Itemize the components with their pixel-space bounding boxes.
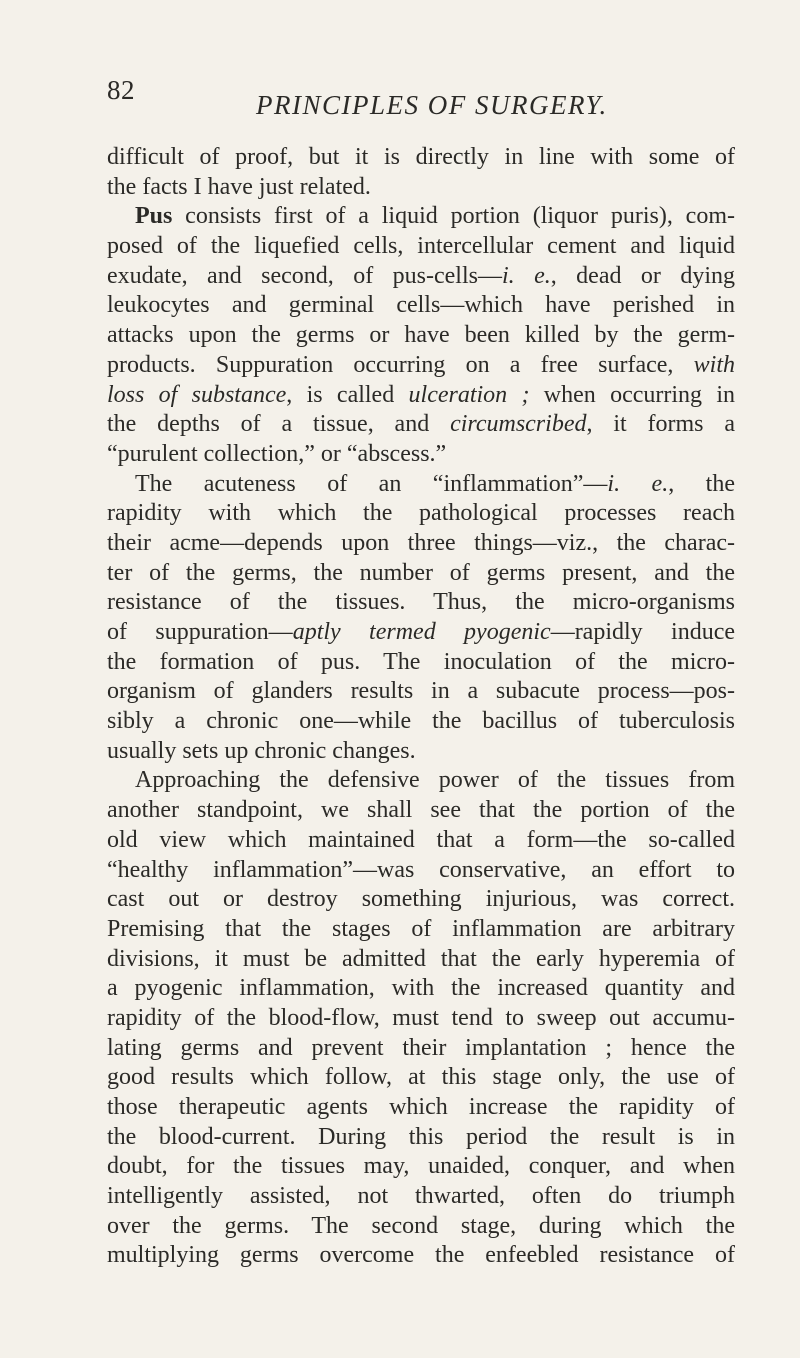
body-text: [107, 143, 735, 1271]
text-run: resistance of the tissues. Thus, the micro-organisms: [107, 589, 735, 616]
text-run: lating germs and prevent their implantation ; hence the: [107, 1034, 735, 1061]
text-run: doubt, for the tissues may, unaided, conquer, and when: [107, 1153, 735, 1180]
text-line: [107, 1093, 735, 1123]
text-line: [107, 766, 735, 796]
text-line: [107, 1004, 735, 1034]
text-line: [107, 856, 735, 886]
text-run: , it forms a: [586, 411, 736, 438]
text-line: [107, 588, 735, 618]
text-line: [107, 618, 735, 648]
text-run: a pyogenic inflammation, with the increased quantity and: [107, 975, 735, 1002]
text-run: cast out or destroy something injurious, was correct.: [107, 886, 735, 913]
text-run: The acuteness of an “inflammation”—: [135, 470, 608, 497]
text-line: [107, 1123, 735, 1153]
text-line: [107, 173, 735, 203]
text-run: the blood-current. During this period the result is in: [107, 1123, 735, 1150]
text-line: [107, 707, 735, 737]
text-run: over the germs. The second stage, during which the: [107, 1212, 735, 1239]
text-run: , the: [668, 470, 735, 497]
text-run: “purulent collection,” or “abscess.”: [107, 440, 447, 467]
text-run: the facts I have just related.: [107, 173, 371, 200]
page-number: 82: [107, 75, 135, 105]
text-run: rapidity of the blood-flow, must tend to sweep out accumu-: [107, 1004, 735, 1031]
italic-text: loss of substance: [107, 381, 287, 408]
text-run: sibly a chronic one—while the bacillus of tuberculosis: [107, 708, 735, 735]
text-line: [107, 796, 735, 826]
text-line: [107, 410, 735, 440]
italic-text: with: [693, 351, 735, 378]
text-run: of suppuration—: [107, 619, 293, 645]
text-run: when occurring in: [529, 381, 736, 408]
bold-term: Pus: [135, 203, 173, 230]
text-run: organism of glanders results in a subacute process—pos-: [107, 678, 735, 705]
text-line: [107, 262, 735, 292]
text-line: [107, 1063, 735, 1093]
text-line: [107, 202, 735, 232]
text-line: [107, 143, 735, 173]
text-run: Premising that the stages of inflammation are arbitrary: [107, 915, 735, 942]
italic-text: ulceration ;: [408, 381, 530, 408]
text-run: another standpoint, we shall see that the portion of the: [107, 797, 735, 824]
text-run: “healthy inflammation”—was conservative, an effort to: [107, 856, 735, 883]
text-line: [107, 1152, 735, 1182]
text-line: [107, 470, 735, 500]
text-run: the formation of pus. The inoculation of the micro-: [107, 648, 735, 675]
text-line: [107, 499, 735, 529]
text-line: [107, 321, 735, 351]
text-run: posed of the liquefied cells, intercellular cement and liquid: [107, 233, 735, 260]
italic-text: i. e.: [607, 470, 669, 497]
text-line: [107, 1182, 735, 1212]
text-run: attacks upon the germs or have been killed by the germ-: [107, 322, 735, 349]
running-title: PRINCIPLES OF SURGERY.: [256, 90, 608, 120]
text-run: exudate, and second, of pus-cells—: [107, 262, 502, 289]
text-run: their acme—depends upon three things—viz., the charac-: [107, 529, 735, 556]
text-run: the depths of a tissue, and: [107, 411, 451, 438]
text-line: [107, 737, 735, 767]
text-line: [107, 1212, 735, 1242]
text-line: [107, 381, 735, 411]
italic-text: aptly termed pyogenic: [292, 619, 551, 645]
text-run: intelligently assisted, not thwarted, often do triumph: [107, 1183, 735, 1210]
text-run: , dead or dying: [550, 262, 735, 289]
italic-text: i. e.: [501, 262, 551, 289]
text-run: products. Suppuration occurring on a free surface,: [107, 351, 694, 378]
text-line: [107, 440, 735, 470]
text-line: [107, 351, 735, 381]
text-line: [107, 648, 735, 678]
text-line: [107, 945, 735, 975]
text-run: consists first of a liquid portion (liquor puris), com-: [172, 203, 735, 230]
text-run: good results which follow, at this stage only, the use of: [107, 1064, 735, 1091]
text-run: usually sets up chronic changes.: [107, 737, 416, 764]
text-line: [107, 1034, 735, 1064]
text-run: multiplying germs overcome the enfeebled resistance of: [107, 1242, 735, 1269]
text-run: —rapidly induce: [550, 619, 736, 645]
text-run: difficult of proof, but it is directly in line with some of: [107, 144, 735, 170]
text-run: , is called: [286, 381, 409, 408]
text-line: [107, 291, 735, 321]
text-line: [107, 232, 735, 262]
text-run: divisions, it must be admitted that the early hyperemia of: [107, 945, 735, 972]
text-line: [107, 915, 735, 945]
text-line: [107, 529, 735, 559]
text-line: [107, 677, 735, 707]
text-line: [107, 974, 735, 1004]
text-line: [107, 559, 735, 589]
text-run: old view which maintained that a form—the so-called: [107, 826, 735, 853]
text-line: [107, 885, 735, 915]
text-run: ter of the germs, the number of germs present, and the: [107, 559, 735, 586]
text-run: leukocytes and germinal cells—which have perished in: [107, 292, 735, 319]
italic-text: circumscribed: [450, 411, 587, 438]
text-line: [107, 1241, 735, 1271]
text-run: rapidity with which the pathological processes reach: [107, 500, 735, 527]
text-line: [107, 826, 735, 856]
text-run: Approaching the defensive power of the tissues from: [135, 767, 735, 794]
text-run: those therapeutic agents which increase the rapidity of: [107, 1094, 735, 1120]
